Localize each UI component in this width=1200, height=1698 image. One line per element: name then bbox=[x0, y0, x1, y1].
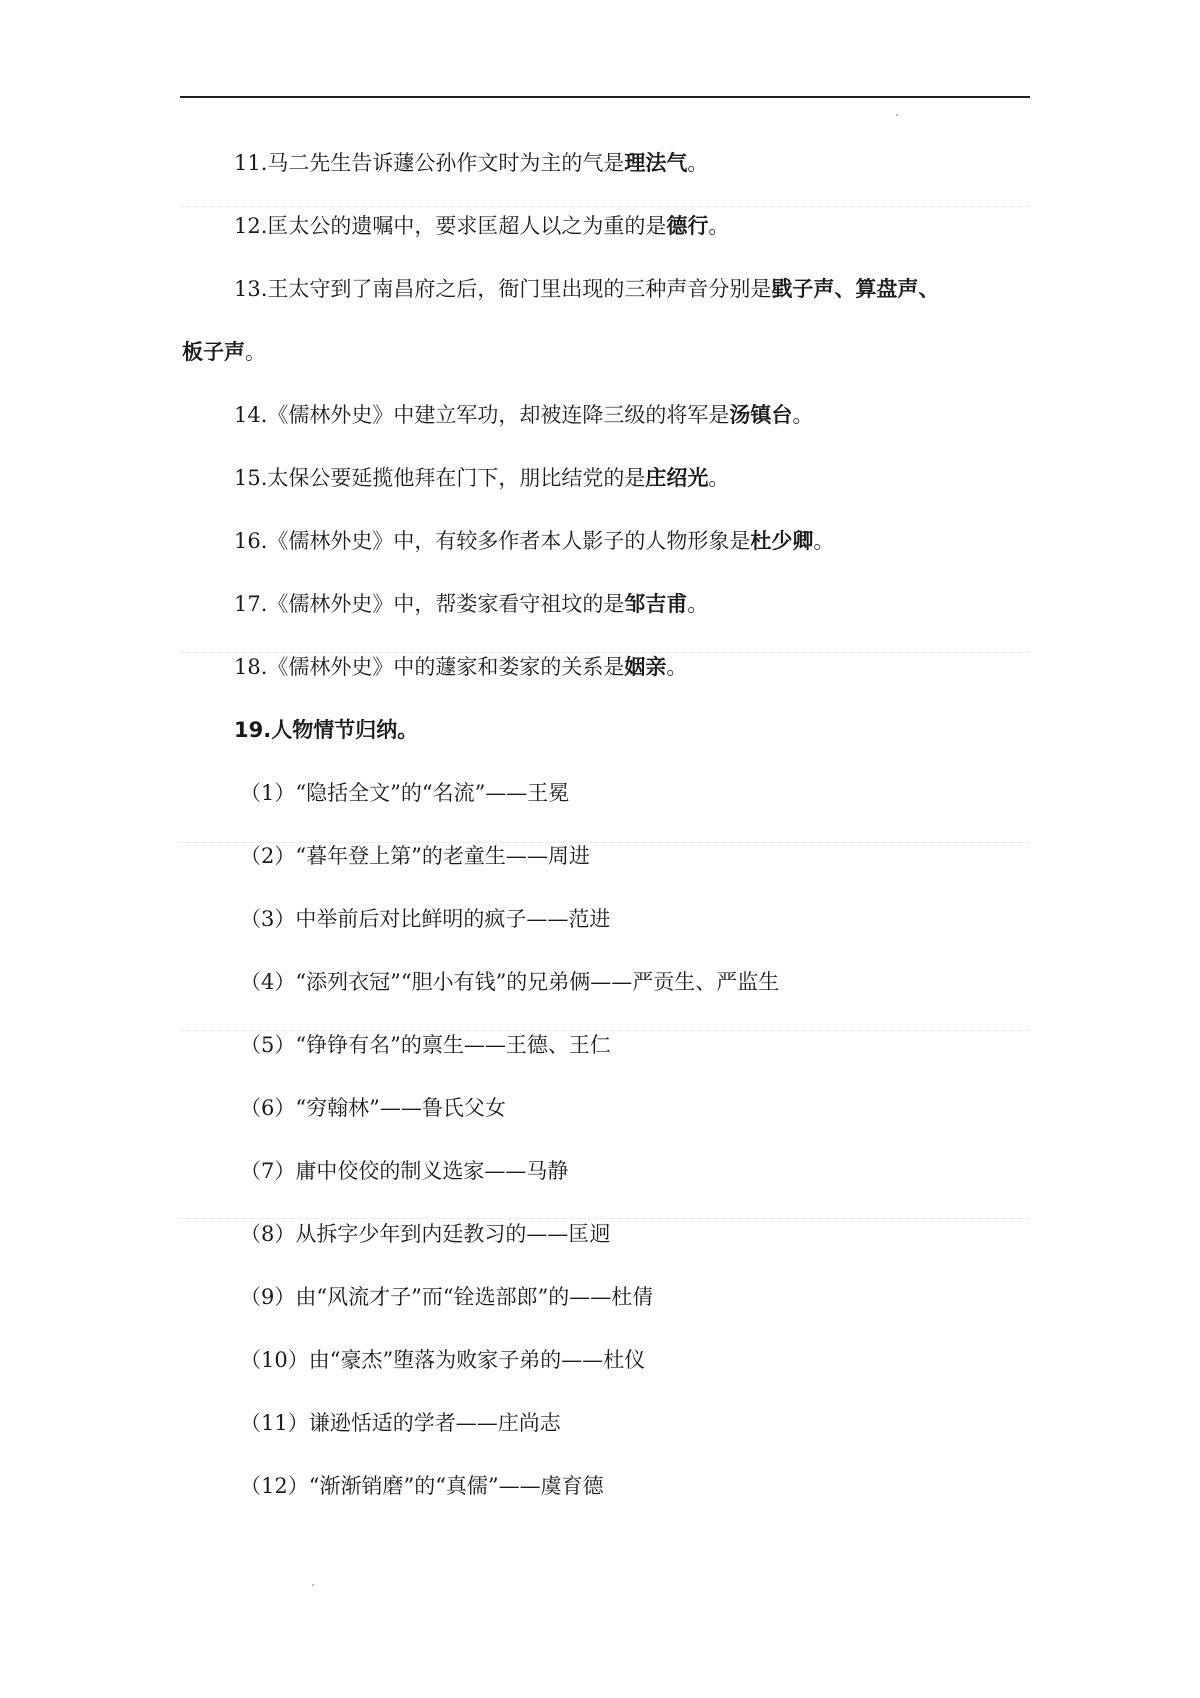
punctuation: 。 bbox=[708, 214, 730, 238]
question-text: 11.马二先生告诉蘧公孙作文时为主的气是 bbox=[234, 151, 625, 175]
scan-speck bbox=[896, 114, 898, 116]
punctuation: 。 bbox=[708, 466, 730, 490]
summary-item: （2）“暮年登上第”的老童生——周进 bbox=[240, 844, 590, 868]
answer: 戥子声、算盘声、 bbox=[771, 277, 940, 301]
answer: 邹吉甫 bbox=[624, 592, 688, 616]
question-18 bbox=[0, 652, 1200, 682]
answer: 理法气 bbox=[624, 151, 688, 175]
question-text: 13.王太守到了南昌府之后，衙门里出现的三种声音分别是 bbox=[234, 277, 772, 301]
answer: 板子声 bbox=[182, 340, 245, 364]
answer: 杜少卿 bbox=[750, 529, 814, 553]
answer: 德行 bbox=[666, 214, 709, 238]
summary-item: （3）中举前后对比鲜明的疯子——范进 bbox=[240, 907, 611, 931]
question-13 bbox=[0, 274, 1200, 304]
summary-item: （1）“隐括全文”的“名流”——王冕 bbox=[240, 781, 570, 805]
punctuation: 。 bbox=[792, 403, 814, 427]
question-16 bbox=[0, 526, 1200, 556]
question-text: 18.《儒林外史》中的蘧家和娄家的关系是 bbox=[234, 655, 625, 679]
question-text: 15.太保公要延揽他拜在门下，朋比结党的是 bbox=[234, 466, 646, 490]
scan-speck bbox=[312, 1584, 314, 1586]
section-heading: 19.人物情节归纳。 bbox=[234, 718, 419, 742]
punctuation: 。 bbox=[687, 151, 709, 175]
question-13-continued bbox=[0, 337, 1200, 367]
question-14 bbox=[0, 400, 1200, 430]
punctuation: 。 bbox=[666, 655, 688, 679]
summary-item: （6）“穷翰林”——鲁氏父女 bbox=[240, 1096, 506, 1120]
answer: 汤镇台 bbox=[729, 403, 793, 427]
question-text: 14.《儒林外史》中建立军功，却被连降三级的将军是 bbox=[234, 403, 730, 427]
answer: 姻亲 bbox=[624, 655, 667, 679]
header-rule bbox=[180, 96, 1030, 98]
summary-item: （7）庸中佼佼的制义选家——马静 bbox=[240, 1159, 569, 1183]
punctuation: 。 bbox=[813, 529, 835, 553]
summary-item: （12）“渐渐销磨”的“真儒”——虞育德 bbox=[240, 1474, 604, 1498]
faint-divider bbox=[180, 206, 1030, 207]
summary-item: （10）由“豪杰”堕落为败家子弟的——杜仪 bbox=[240, 1348, 646, 1372]
answer: 庄绍光 bbox=[645, 466, 709, 490]
question-11 bbox=[0, 148, 1200, 178]
question-12 bbox=[0, 211, 1200, 241]
summary-item: （9）由“风流才子”而“铨选部郎”的——杜倩 bbox=[240, 1285, 654, 1309]
question-text: 17.《儒林外史》中，帮娄家看守祖坟的是 bbox=[234, 592, 625, 616]
punctuation: 。 bbox=[245, 340, 266, 364]
question-15 bbox=[0, 463, 1200, 493]
summary-item: （5）“铮铮有名”的禀生——王德、王仁 bbox=[240, 1033, 611, 1057]
summary-item: （8）从拆字少年到内廷教习的——匡迥 bbox=[240, 1222, 611, 1246]
summary-item: （4）“添列衣冠”“胆小有钱”的兄弟俩——严贡生、严监生 bbox=[240, 970, 780, 994]
punctuation: 。 bbox=[687, 592, 709, 616]
question-text: 16.《儒林外史》中，有较多作者本人影子的人物形象是 bbox=[234, 529, 751, 553]
question-text: 12.匡太公的遗嘱中，要求匡超人以之为重的是 bbox=[234, 214, 667, 238]
summary-item: （11）谦逊恬适的学者——庄尚志 bbox=[240, 1411, 561, 1435]
question-17 bbox=[0, 589, 1200, 619]
